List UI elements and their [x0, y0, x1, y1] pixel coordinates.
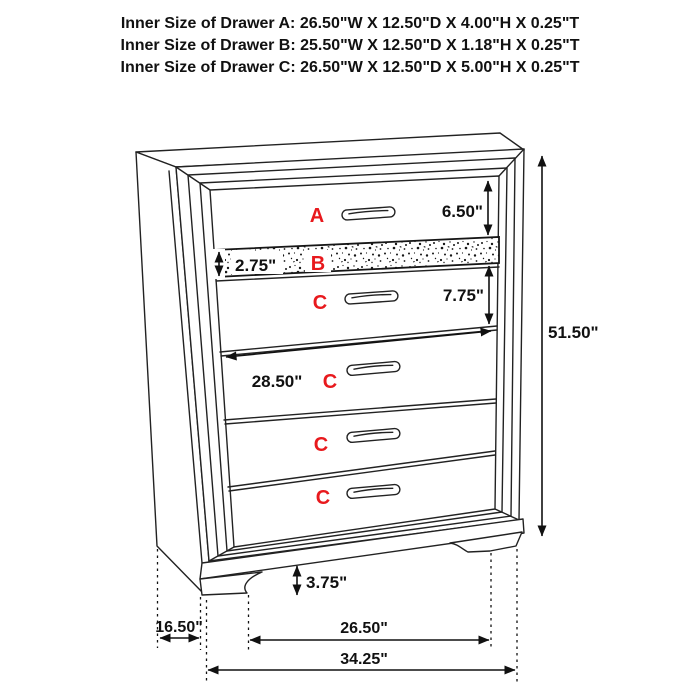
dim-foot-height-value: 3.75" — [306, 573, 348, 592]
dim-drawer-b-height — [212, 249, 283, 279]
size-caption — [121, 15, 580, 76]
dim-drawer-b-height-value: 2.75" — [235, 256, 277, 275]
drawer-c1-label: C — [312, 292, 328, 314]
dim-drawer-c-height-value: 7.75" — [442, 286, 484, 305]
drawer-c4-label: C — [315, 487, 331, 509]
dim-overall-height — [542, 156, 599, 536]
drawer-a-label: A — [309, 205, 325, 227]
caption-line-1: Inner Size of Drawer A: 26.50"W X 12.50"D X 4.00"H X 0.25"T — [120, 15, 580, 32]
dim-foot-height — [297, 566, 347, 595]
dim-overall-width — [208, 651, 515, 670]
dim-overall-depth-value: 16.50" — [155, 619, 203, 636]
dim-feet-span — [250, 620, 489, 640]
dim-overall-depth — [155, 619, 203, 638]
dim-overall-height-value: 51.50" — [548, 323, 599, 342]
dim-overall-width-value: 34.25" — [340, 651, 388, 668]
drawer-c3-label: C — [313, 434, 329, 456]
drawer-b-label: B — [310, 253, 326, 275]
dim-drawer-a-height-value: 6.50" — [441, 202, 483, 221]
dim-feet-span-value: 26.50" — [340, 620, 388, 637]
caption-line-2: Inner Size of Drawer B: 25.50"W X 12.50"D X 1.18"H X 0.25"T — [120, 37, 580, 54]
caption-line-3: Inner Size of Drawer C: 26.50"W X 12.50"D X 5.00"H X 0.25"T — [120, 59, 580, 76]
dim-drawer-width-value: 28.50" — [251, 372, 303, 391]
drawer-c2-label: C — [322, 371, 338, 393]
